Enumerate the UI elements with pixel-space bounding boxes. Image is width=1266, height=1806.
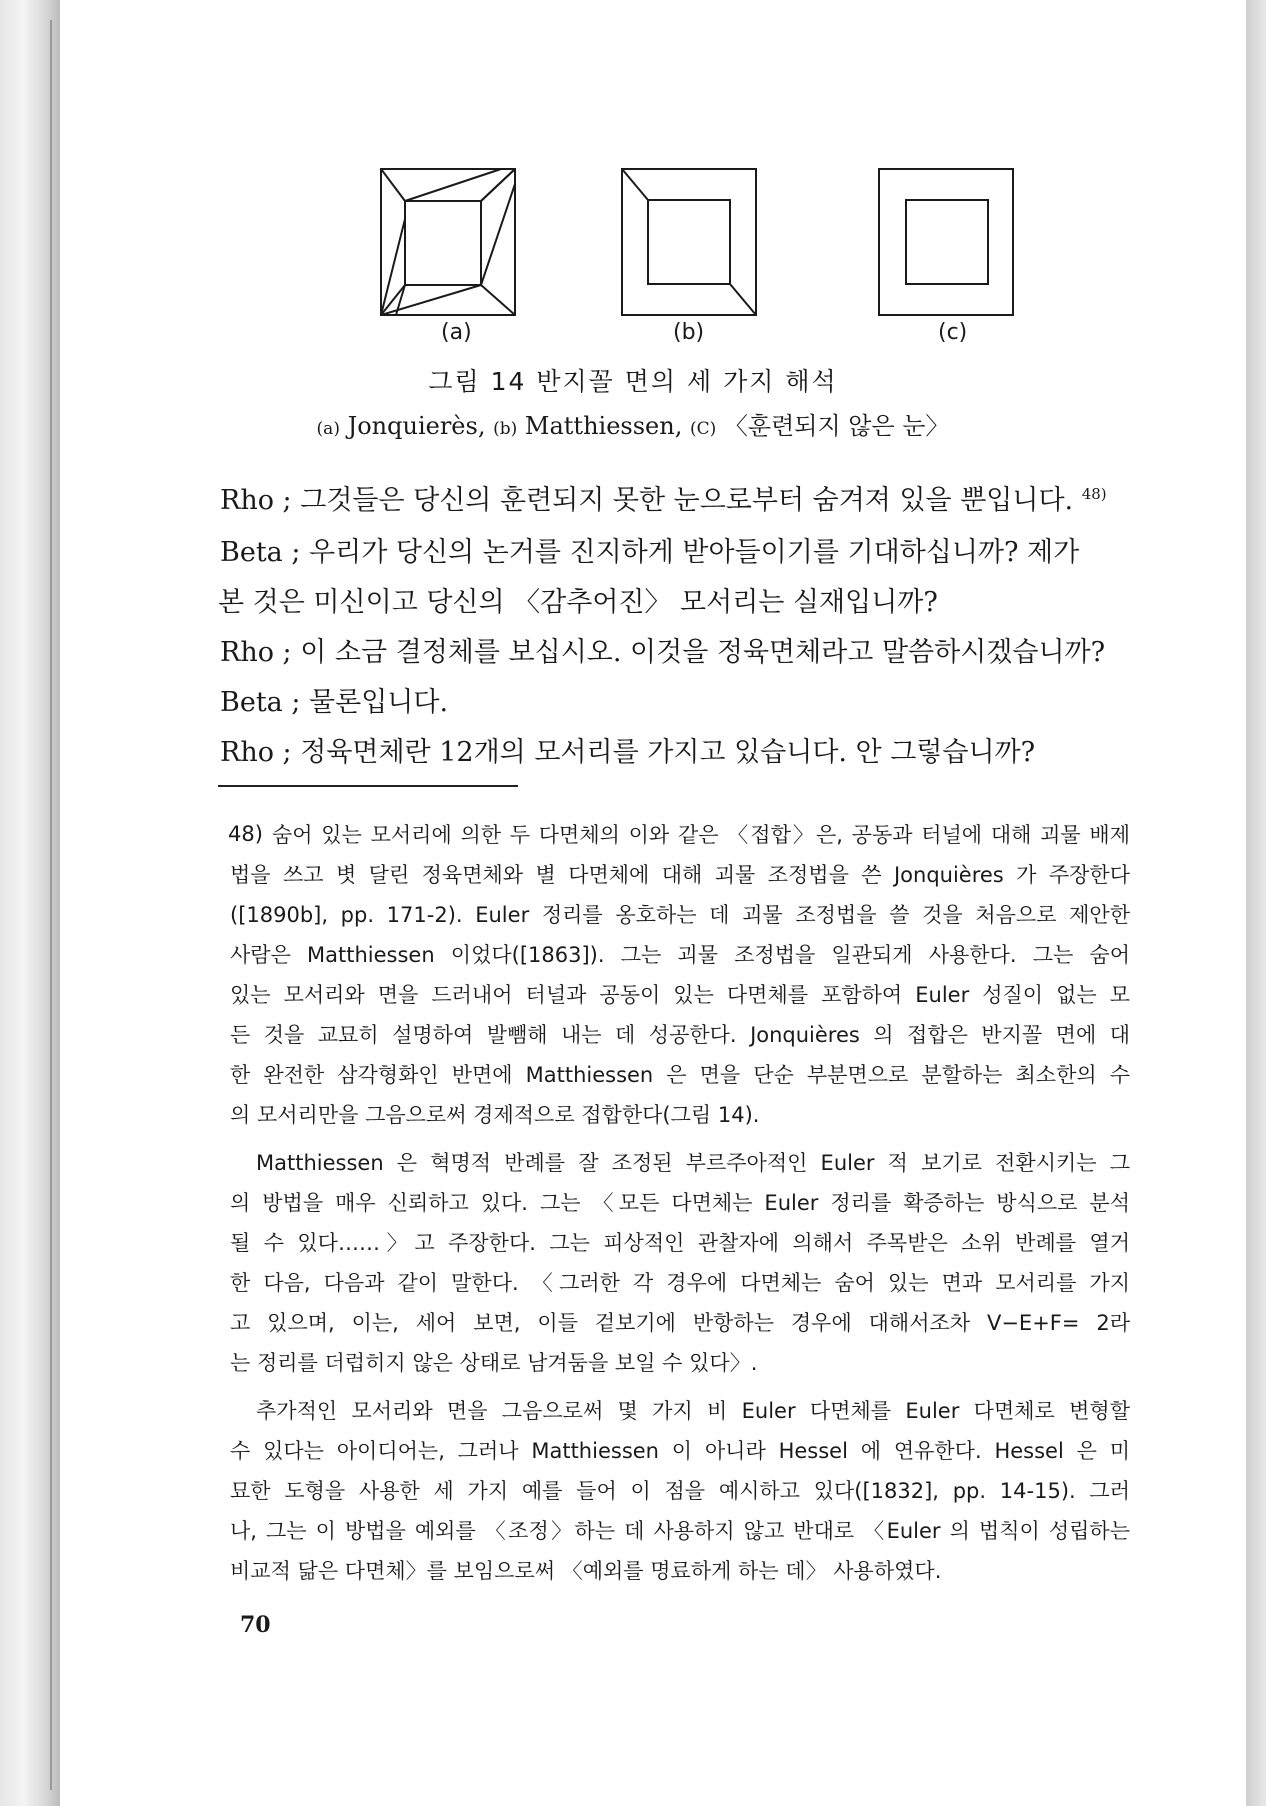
figure-b-matthiessen [622, 169, 756, 315]
footnote-ref: 48) [1081, 485, 1107, 503]
footnote-line: 묘한 도형을 사용한 세 가지 예를 들어 이 점을 예시하고 있다([1832], pp. 14-15). 그러 [230, 1479, 1130, 1503]
footnote-line: 숨어 있는 모서리에 의한 두 다면체의 이와 같은 〈접합〉은, 공동과 터널에 대해 괴물 배제 [272, 823, 1130, 847]
dialogue-line-5: Rho ; 정육면체란 12개의 모서리를 가지고 있습니다. 안 그렇습니까? [220, 737, 1036, 768]
footnote-line: 든 것을 교묘히 설명하여 발뺌해 내는 데 성공한다. Jonquières 의 접합은 반지꼴 면에 대 [230, 1023, 1130, 1047]
figure-label-a: (a) [441, 320, 472, 345]
caption-b-tag: (b) [493, 419, 518, 439]
footnote-line: 는 정리를 더럽히지 않은 상태로 남겨둠을 보일 수 있다〉. [230, 1351, 758, 1375]
caption-c-tag: (C) [689, 419, 717, 439]
footnote-line: 의 방법을 매우 신뢰하고 있다. 그는 〈모든 다면체는 Euler 정리를 확증하는 방식으로 분석 [230, 1191, 1130, 1215]
page-edge-line [50, 20, 52, 1790]
figure-14 [376, 164, 1016, 324]
footnote-line: 의 모서리만을 그음으로써 경제적으로 접합한다(그림 14). [230, 1103, 760, 1127]
page-number: 70 [240, 1612, 271, 1638]
caption-a-tag: (a) [316, 419, 340, 439]
figure-a-jonquieres [381, 169, 515, 315]
footnote-line: 수 있다는 아이디어는, 그러나 Matthiessen 이 아니라 Hessel 에 연유한다. Hessel 은 미 [230, 1439, 1130, 1463]
dialogue-line-3: Rho ; 이 소금 결정체를 보십시오. 이것을 정육면체라고 말씀하시겠습니까? [220, 637, 1106, 668]
figure-caption-subtitle [0, 406, 1266, 441]
footnote-line: 추가적인 모서리와 면을 그음으로써 몇 가지 비 Euler 다면체를 Euler 다면체로 변형할 [256, 1399, 1130, 1423]
footnote-line: 비교적 닮은 다면체〉를 보임으로써 〈예외를 명료하게 하는 데〉 사용하였다. [230, 1559, 942, 1583]
footnote-line: Matthiessen 은 혁명적 반례를 잘 조정된 부르주아적인 Euler 적 보기로 전환시키는 그 [256, 1151, 1130, 1175]
footnote-line: 있는 모서리와 면을 드러내어 터널과 공동이 있는 다면체를 포함하여 Euler 성질이 없는 모 [230, 983, 1130, 1007]
figure-label-b: (b) [673, 320, 705, 345]
footnote-line: 사람은 Matthiessen 이었다([1863]). 그는 괴물 조정법을 일관되게 사용한다. 그는 숨어 [230, 943, 1130, 967]
dialogue-line-2: Beta ; 우리가 당신의 논거를 진지하게 받아들이기를 기대하십니까? 제가 [220, 537, 1080, 568]
footnote-line: 나, 그는 이 방법을 예외를 〈조정〉하는 데 사용하지 않고 반대로 〈Euler 의 법칙이 성립하는 [230, 1519, 1130, 1543]
caption-c-name: 〈훈련되지 않은 눈〉 [723, 412, 950, 440]
dialogue-line-4: Beta ; 물론입니다. [220, 687, 449, 718]
footnote-line: 될 수 있다……〉고 주장한다. 그는 피상적인 관찰자에 의해서 주목받은 소위 반례를 열거 [230, 1231, 1130, 1255]
dialogue-text: Rho ; 그것들은 당신의 훈련되지 못한 눈으로부터 숨겨져 있을 뿐입니다. [220, 485, 1074, 516]
caption-b-name: Matthiessen, [524, 412, 683, 440]
dialogue-line-1 [220, 478, 1140, 517]
page-edge-right [1246, 0, 1266, 1806]
footnote-rule [218, 785, 518, 787]
figure-c-untrained-eye [879, 169, 1013, 315]
dialogue-line-2-cont: 본 것은 미신이고 당신의 〈감추어진〉 모서리는 실재입니까? [218, 587, 938, 618]
footnote-line: 고 있으며, 이는, 세어 보면, 이들 겉보기에 반항하는 경우에 대해서조차 V−E+F= 2라 [230, 1311, 1130, 1335]
footnote-line: 법을 쓰고 볏 달린 정육면체와 별 다면체에 대해 괴물 조정법을 쓴 Jonquières 가 주장한다 [230, 863, 1130, 887]
footnote-line: ([1890b], pp. 171-2). Euler 정리를 옹호하는 데 괴물 조정법을 쓸 것을 처음으로 제안한 [230, 903, 1130, 927]
figure-caption-title: 그림 14 반지꼴 면의 세 가지 해석 [428, 367, 838, 396]
footnote-line: 한 다음, 다음과 같이 말한다. 〈그러한 각 경우에 다면체는 숨어 있는 면과 모서리를 가지 [230, 1271, 1130, 1295]
footnote-number: 48) [228, 822, 263, 846]
footnote-line: 한 완전한 삼각형화인 반면에 Matthiessen 은 면을 단순 부분면으로 분할하는 최소한의 수 [230, 1063, 1130, 1087]
figure-label-c: (c) [938, 320, 968, 345]
caption-a-name: Jonquierès, [347, 412, 486, 440]
